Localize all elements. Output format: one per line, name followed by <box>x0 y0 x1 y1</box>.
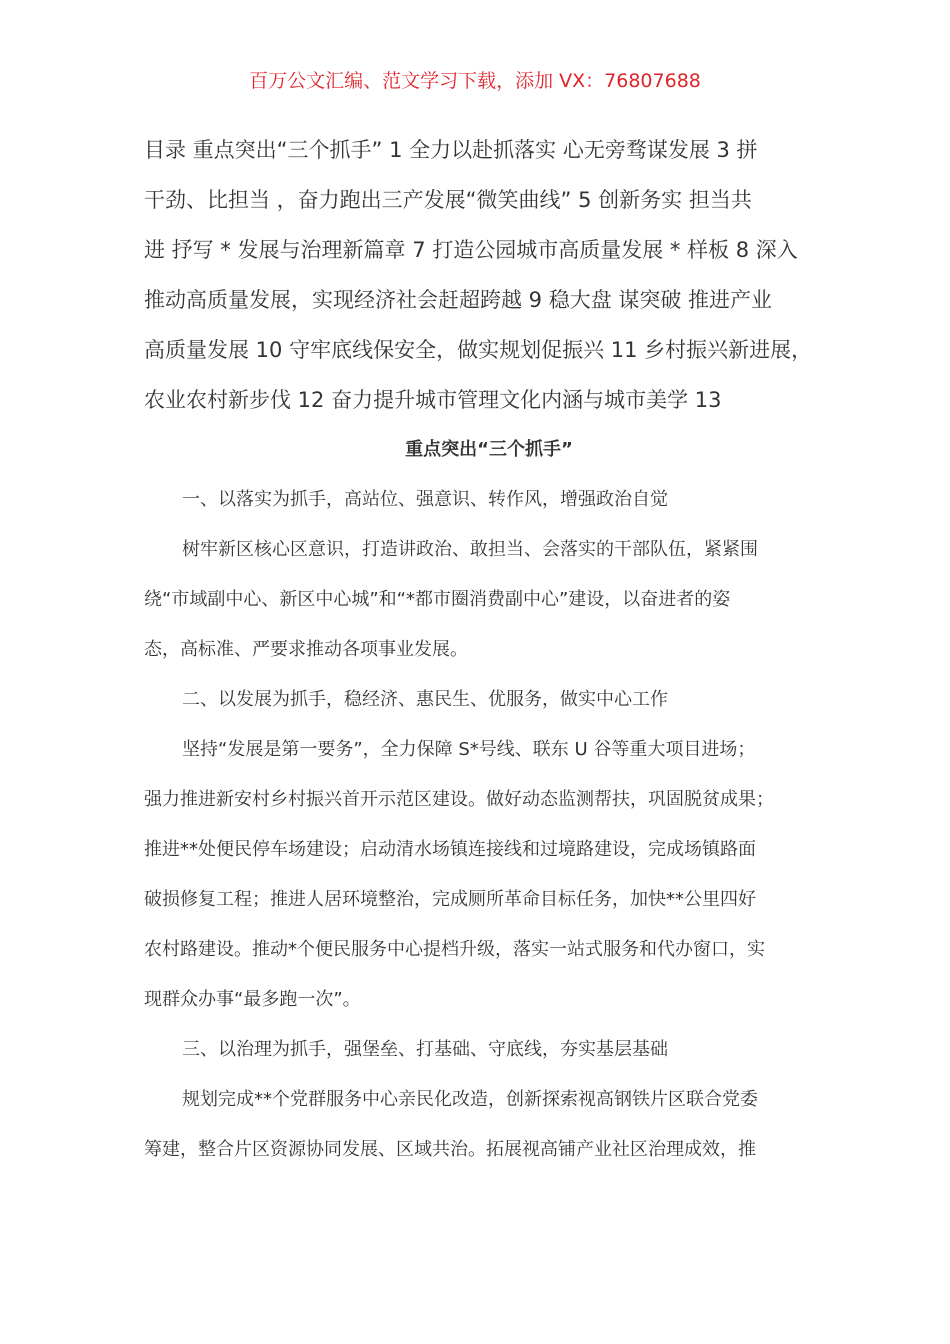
paragraph-line: 现群众办事“最多跑一次”。 <box>144 989 361 1010</box>
toc-line: 干劲、比担当 ，奋力跑出三产发展“微笑曲线” 5 创新务实 担当共 <box>144 188 752 212</box>
section-title: 重点突出“三个抓手” <box>405 439 573 460</box>
toc-line: 目录 重点突出“三个抓手” 1 全力以赴抓落实 心无旁骛谋发展 3 拼 <box>144 138 758 162</box>
paragraph-line: 绕“市域副中心、新区中心城”和“*都市圈消费副中心”建设，以奋进者的姿 <box>144 589 731 610</box>
toc-line: 进 抒写 * 发展与治理新篇章 7 打造公园城市高质量发展 * 样板 8 深入 <box>144 238 798 262</box>
paragraph-line: 强力推进新安村乡村振兴首开示范区建设。做好动态监测帮扶，巩固脱贫成果； <box>144 789 774 810</box>
paragraph-line: 树牢新区核心区意识，打造讲政治、敢担当、会落实的干部队伍，紧紧围 <box>182 539 758 560</box>
document-body <box>144 125 834 1175</box>
paragraph-line: 破损修复工程；推进人居环境整治，完成厕所革命目标任务，加快**公里四好 <box>144 889 756 910</box>
subheading-1: 一、以落实为抓手，高站位、强意识、转作风，增强政治自觉 <box>182 489 668 510</box>
toc-line: 农业农村新步伐 12 奋力提升城市管理文化内涵与城市美学 13 <box>144 388 722 412</box>
watermark-banner: 百万公文汇编、范文学习下载，添加 VX：76807688 <box>249 70 701 92</box>
paragraph-line: 坚持“发展是第一要务”，全力保障 S*号线、联东 U 谷等重大项目进场； <box>182 739 756 760</box>
toc-line: 推动高质量发展，实现经济社会赶超跨越 9 稳大盘 谋突破 推进产业 <box>144 288 773 312</box>
paragraph-line: 态，高标准、严要求推动各项事业发展。 <box>144 639 468 660</box>
toc-line: 高质量发展 10 守牢底线保安全，做实规划促振兴 11 乡村振兴新进展， <box>144 338 813 362</box>
paragraph-line: 农村路建设。推动*个便民服务中心提档升级，落实一站式服务和代办窗口，实 <box>144 939 765 960</box>
paragraph-line: 规划完成**个党群服务中心亲民化改造，创新探索视高钢铁片区联合党委 <box>182 1089 758 1110</box>
paragraph-line: 推进**处便民停车场建设；启动清水场镇连接线和过境路建设，完成场镇路面 <box>144 839 756 860</box>
paragraph-line: 筹建，整合片区资源协同发展、区域共治。拓展视高铺产业社区治理成效，推 <box>144 1139 756 1160</box>
subheading-2: 二、以发展为抓手，稳经济、惠民生、优服务，做实中心工作 <box>182 689 668 710</box>
subheading-3: 三、以治理为抓手，强堡垒、打基础、守底线，夯实基层基础 <box>182 1039 668 1060</box>
